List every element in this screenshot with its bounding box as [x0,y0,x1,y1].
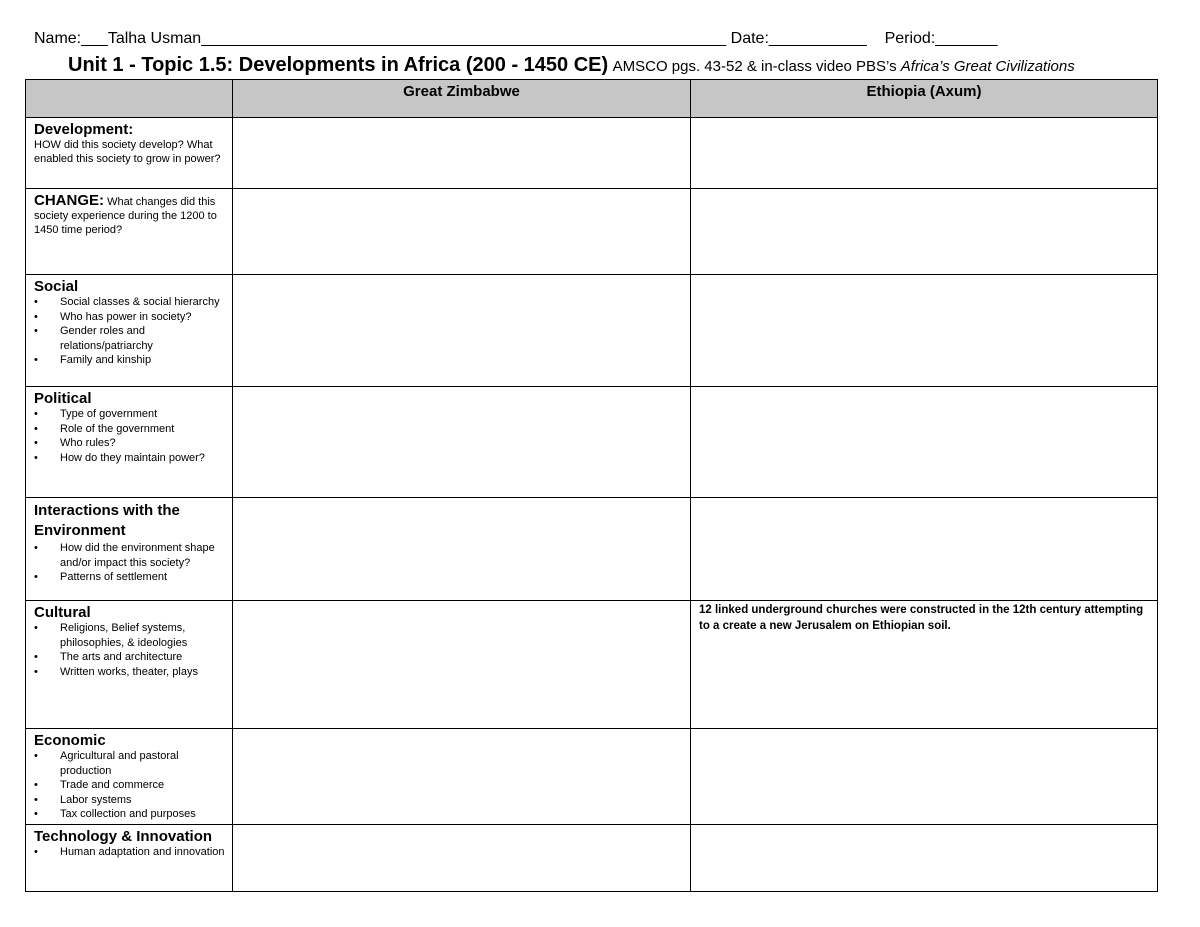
table-row [26,189,1158,275]
cell-text [233,601,690,602]
cell-text [233,189,690,190]
cell-ethiopia-change[interactable] [691,189,1158,275]
bullet-item: • Who rules? [34,436,226,451]
name-label: Name: [34,30,82,47]
cell-ethiopia-economic[interactable] [691,729,1158,825]
bullet-item: • Written works, theater, plays [34,665,226,680]
cell-text [233,729,690,730]
row-header-change [26,189,233,275]
bullet-item: • Human adaptation and innovation [34,845,226,860]
row-title: Cultural [34,604,91,621]
title-source-italic: Africa’s Great Civilizations [900,58,1075,75]
cell-text [691,729,1157,730]
table-row [26,118,1158,189]
cell-zimbabwe-economic[interactable] [233,729,691,825]
row-header-technology [26,825,233,892]
bullet-item: • Patterns of settlement [34,570,226,585]
row-header-cultural [26,601,233,729]
cell-text [233,275,690,276]
title-source-prefix: AMSCO pgs. 43-52 & in-class video PBS’s [612,58,897,75]
bullet-item: • How do they maintain power? [34,451,226,466]
header-line [34,30,998,48]
row-bullets [34,541,226,585]
bullet-item: • Who has power in society? [34,310,226,325]
bullet-item: • Role of the government [34,422,226,437]
table-row [26,498,1158,601]
row-bullets [34,295,226,368]
bullet-item: • Trade and commerce [34,778,226,793]
column-header-category [26,80,233,118]
cell-text [691,825,1157,826]
table-row [26,387,1158,498]
cell-text [233,118,690,119]
cell-zimbabwe-environment[interactable] [233,498,691,601]
title-source [613,58,1075,75]
row-header-development [26,118,233,189]
cell-text [691,275,1157,276]
bullet-item: • The arts and architecture [34,650,226,665]
period-field[interactable]: _______ [935,30,998,47]
date-label: Date: [730,30,769,47]
date-field[interactable]: ___________ [768,30,867,47]
column-header-zimbabwe: Great Zimbabwe [233,80,691,118]
bullet-item: • Agricultural and pastoral production [34,749,226,778]
row-bullets [34,621,226,679]
cell-text: 12 linked underground churches were constructed in the 12th century attempting to a create a new Jerusalem on Ethiopian soil. [699,604,1144,632]
row-title: Social [34,278,79,295]
title-main: Unit 1 - Topic 1.5: Developments in Africa (200 - 1450 CE) [68,54,609,76]
bullet-item: • Type of government [34,407,226,422]
cell-ethiopia-social[interactable] [691,275,1158,387]
row-bullets [34,845,226,860]
row-title: Development: [34,121,134,138]
cell-zimbabwe-change[interactable] [233,189,691,275]
table-row [26,601,1158,729]
row-title: Political [34,390,92,407]
cell-ethiopia-political[interactable] [691,387,1158,498]
cell-zimbabwe-development[interactable] [233,118,691,189]
column-header-ethiopia: Ethiopia (Axum) [691,80,1158,118]
row-title: Interactions with the Environment [34,502,180,539]
page-title [68,54,1075,77]
table-row [26,825,1158,892]
bullet-item: • Social classes & social hierarchy [34,295,226,310]
name-field[interactable]: ___Talha Usman___________________________________________________________ [81,30,727,47]
row-title: Economic [34,732,106,749]
cell-text [691,118,1157,119]
cell-zimbabwe-political[interactable] [233,387,691,498]
table-row [26,275,1158,387]
cell-text [233,387,690,388]
cell-text [691,498,1157,499]
cell-ethiopia-environment[interactable] [691,498,1158,601]
bullet-item: • Tax collection and purposes [34,807,226,822]
row-bullets [34,407,226,465]
bullet-item: • Labor systems [34,793,226,808]
period-label: Period: [884,30,936,47]
row-header-political [26,387,233,498]
bullet-item: • How did the environment shape and/or impact this society? [34,541,226,570]
row-description: HOW did this society develop? What enabled this society to grow in power? [34,139,221,165]
bullet-item: • Religions, Belief systems, philosophies, & ideologies [34,621,226,650]
table-header-row [26,80,1158,118]
row-title: CHANGE: [34,192,104,209]
cell-text [233,498,690,499]
cell-zimbabwe-cultural[interactable] [233,601,691,729]
bullet-item: • Gender roles and relations/patriarchy [34,324,226,353]
row-title: Technology & Innovation [34,828,213,845]
row-header-social [26,275,233,387]
row-header-economic [26,729,233,825]
cell-ethiopia-cultural[interactable] [691,601,1158,729]
cell-ethiopia-technology[interactable] [691,825,1158,892]
comparison-table [25,79,1158,892]
cell-zimbabwe-technology[interactable] [233,825,691,892]
row-bullets [34,749,226,822]
row-description: What changes did this society experience during the 1200 to 1450 time period? [34,196,217,236]
bullet-item: • Family and kinship [34,353,226,368]
cell-text [691,387,1157,388]
cell-text [691,189,1157,190]
cell-ethiopia-development[interactable] [691,118,1158,189]
table-row [26,729,1158,825]
row-header-environment [26,498,233,601]
cell-zimbabwe-social[interactable] [233,275,691,387]
cell-text [233,825,690,826]
